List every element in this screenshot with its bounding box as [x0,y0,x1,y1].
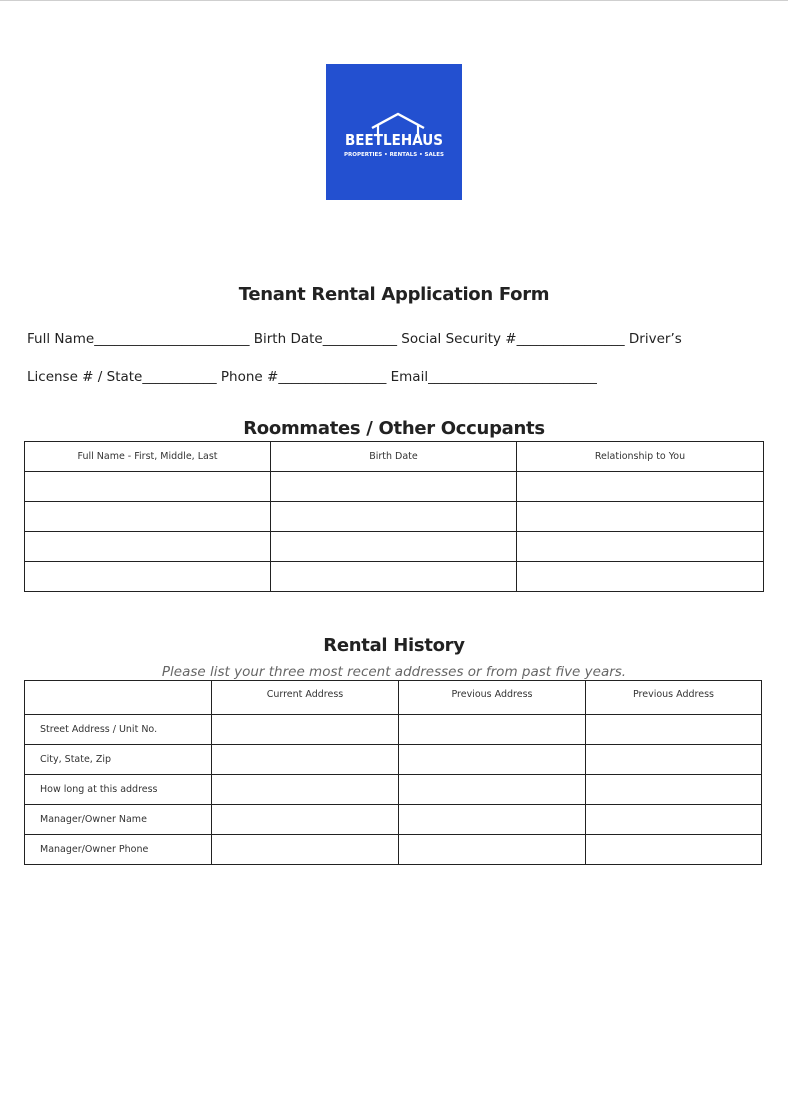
occupant-birth-date-cell[interactable] [271,472,517,502]
occupants-header-name: Full Name - First, Middle, Last [25,442,271,472]
logo-brand-text: BEETLEHAUS [345,131,443,149]
table-row [25,745,762,775]
table-row [25,502,764,532]
occupant-birth-date-cell[interactable] [271,562,517,592]
occupant-name-cell[interactable] [25,532,271,562]
row-label-manager-phone: Manager/Owner Phone [25,835,212,865]
occupants-header-relationship: Relationship to You [517,442,764,472]
occupant-relationship-cell[interactable] [517,472,764,502]
occupants-table [24,441,764,592]
history-header-previous-address-1: Previous Address [399,681,586,715]
previous-address-cell[interactable] [399,835,586,865]
previous-address-cell[interactable] [586,715,762,745]
previous-address-cell[interactable] [399,715,586,745]
previous-address-cell[interactable] [586,805,762,835]
current-address-cell[interactable] [212,715,399,745]
rental-history-title: Rental History [323,635,465,656]
row-label-how-long: How long at this address [25,775,212,805]
occupant-name-cell[interactable] [25,472,271,502]
row-label-city-state-zip: City, State, Zip [25,745,212,775]
logo-tagline-text: PROPERTIES • RENTALS • SALES [344,152,445,158]
previous-address-cell[interactable] [399,805,586,835]
previous-address-cell[interactable] [399,775,586,805]
current-address-cell[interactable] [212,745,399,775]
table-row [25,835,762,865]
occupant-relationship-cell[interactable] [517,562,764,592]
occupants-header-birth-date: Birth Date [271,442,517,472]
occupant-birth-date-cell[interactable] [271,502,517,532]
current-address-cell[interactable] [212,775,399,805]
row-label-manager-name: Manager/Owner Name [25,805,212,835]
occupant-relationship-cell[interactable] [517,532,764,562]
occupants-header-row [25,442,764,472]
previous-address-cell[interactable] [399,745,586,775]
rental-history-table [24,680,762,865]
beetlehaus-logo [326,64,462,200]
occupants-title: Roommates / Other Occupants [243,418,545,439]
applicant-fields-line-1[interactable]: Full Name_______________________ Birth Date___________ Social Security #________________ Driver’s [27,331,682,347]
table-row [25,562,764,592]
rental-history-instructions: Please list your three most recent addresses or from past five years. [161,664,627,680]
form-title: Tenant Rental Application Form [238,284,550,305]
house-roof-icon [342,106,446,158]
previous-address-cell[interactable] [586,745,762,775]
previous-address-cell[interactable] [586,835,762,865]
occupant-name-cell[interactable] [25,562,271,592]
row-label-street-address: Street Address / Unit No. [25,715,212,745]
table-row [25,715,762,745]
current-address-cell[interactable] [212,835,399,865]
history-header-row [25,681,762,715]
history-header-current-address: Current Address [212,681,399,715]
occupant-birth-date-cell[interactable] [271,532,517,562]
current-address-cell[interactable] [212,805,399,835]
occupant-relationship-cell[interactable] [517,502,764,532]
previous-address-cell[interactable] [586,775,762,805]
table-row [25,805,762,835]
table-row [25,775,762,805]
applicant-fields-line-2[interactable]: License # / State___________ Phone #________________ Email_________________________ [27,369,597,385]
history-header-blank [25,681,212,715]
occupant-name-cell[interactable] [25,502,271,532]
table-row [25,472,764,502]
page-top-border [0,0,788,1]
table-row [25,532,764,562]
history-header-previous-address-2: Previous Address [586,681,762,715]
